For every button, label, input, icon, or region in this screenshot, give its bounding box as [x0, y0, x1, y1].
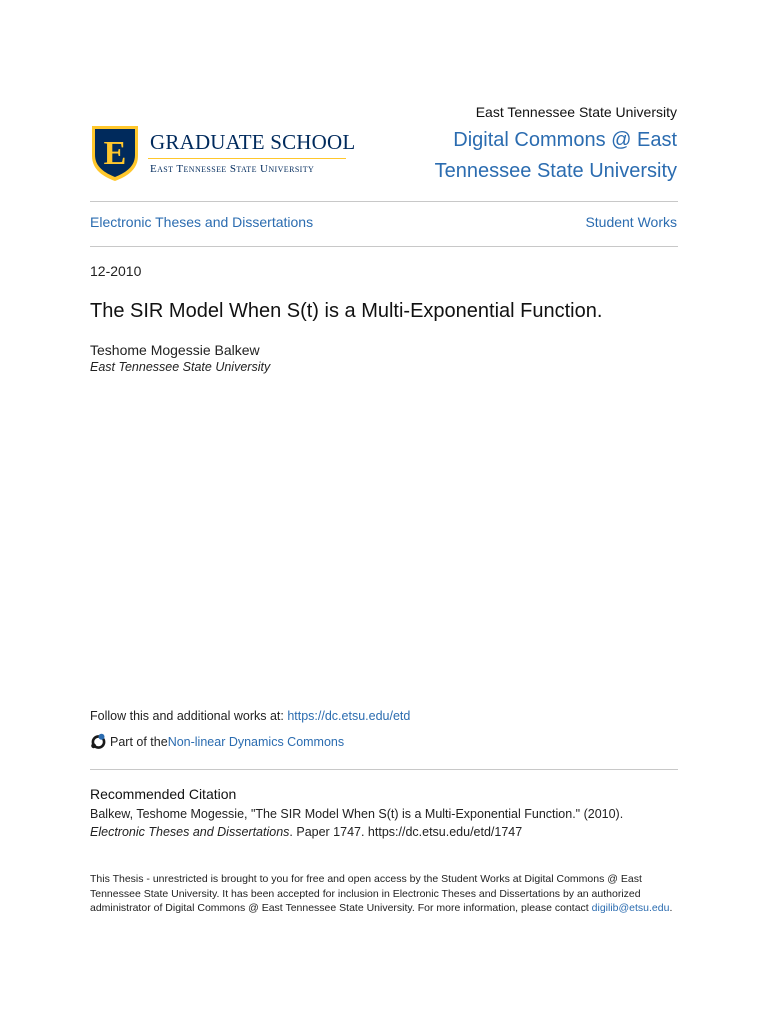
part-of-line	[90, 733, 344, 750]
notice-end: .	[669, 902, 673, 915]
citation-end: . Paper 1747. https://dc.etsu.edu/etd/1747	[289, 825, 523, 839]
follow-line	[90, 709, 410, 723]
access-notice	[90, 872, 680, 916]
divider	[90, 246, 678, 247]
network-icon	[90, 733, 107, 750]
student-works-link[interactable]: Student Works	[585, 214, 677, 230]
collection-link[interactable]: Electronic Theses and Dissertations	[90, 214, 314, 230]
citation-text	[90, 805, 680, 841]
logo-divider	[148, 158, 346, 159]
logo-title: GRADUATE SCHOOL	[150, 130, 356, 154]
publication-date: 12-2010	[90, 263, 142, 279]
citation-heading: Recommended Citation	[90, 786, 237, 802]
divider	[90, 769, 678, 770]
author-affiliation: East Tennessee State University	[90, 360, 271, 374]
logo-subtitle: East Tennessee State University	[150, 163, 315, 175]
follow-url-link[interactable]: https://dc.etsu.edu/etd	[287, 709, 411, 723]
notice-text: This Thesis - unrestricted is brought to you for free and open access by the Student Works at Digital Commons @ East Tennessee State University. It has been accepted for inclusion in Electronic Theses and Dissertations by an authorized administrator of Digital Commons @ East Tennessee State University. For more information, please contact	[90, 873, 642, 915]
document-title: The SIR Model When S(t) is a Multi-Exponential Function.	[90, 300, 603, 322]
shield-letter: E	[103, 135, 127, 172]
commons-link[interactable]: Non-linear Dynamics Commons	[167, 734, 345, 749]
graduate-school-logo	[90, 124, 356, 182]
citation-journal: Electronic Theses and Dissertations	[90, 825, 290, 839]
repository-link[interactable]: Digital Commons @ East Tennessee State University	[434, 129, 677, 182]
author-name: Teshome Mogessie Balkew	[90, 342, 260, 358]
institution-name: East Tennessee State University	[475, 104, 677, 120]
citation-main: Balkew, Teshome Mogessie, "The SIR Model When S(t) is a Multi-Exponential Function." (2010).	[90, 807, 624, 821]
follow-text: Follow this and additional works at:	[90, 709, 288, 723]
contact-email-link[interactable]: digilib@etsu.edu	[591, 902, 670, 915]
etsu-shield-icon	[90, 124, 140, 182]
divider	[90, 201, 678, 202]
part-of-text: Part of the	[110, 734, 168, 749]
